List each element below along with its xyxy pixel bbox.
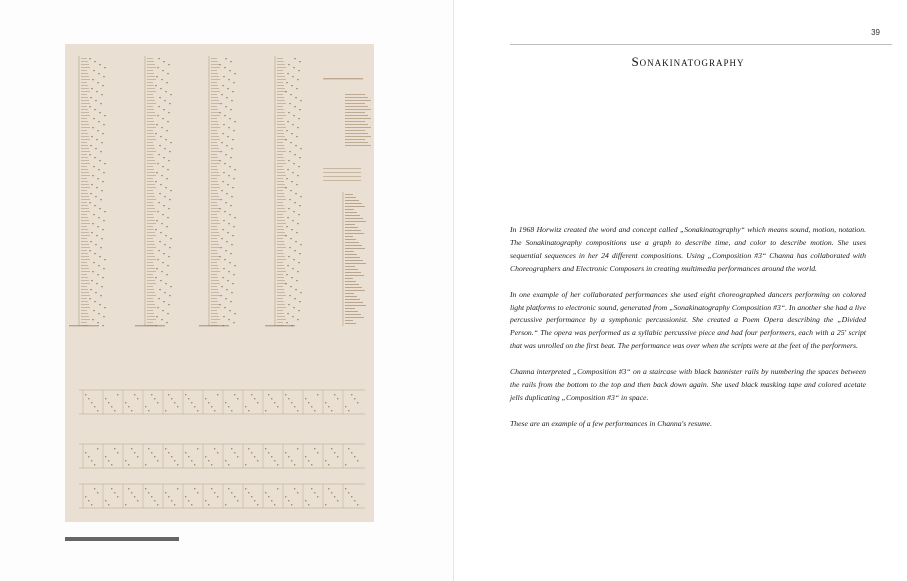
caption-bar	[65, 537, 179, 541]
body-text	[510, 224, 866, 444]
paragraph: Channa interpreted „Composition #3“ on a staircase with black bannister rails by numbering the spaces between the rails from the bottom to the top and then back down again. She used black masking tape and colored acetate jells duplicating „Composition #3“ in space.	[510, 367, 866, 402]
paragraph: In 1968 Horwitz created the word and concept called „Sonakinatography“ which means sound, motion, notation. The Sonakinatography compositions use a graph to describe time, and color to describe motion. She uses sequential sequences in her 24 different compositions. Using „Composition #3“ Channa has collaborated with Choreographers and Electronic Composers in creating multimedia performances around the world.	[510, 225, 866, 273]
header-rule	[510, 44, 892, 45]
page-title: Sonakinatography	[631, 54, 745, 69]
page-number: 39	[871, 28, 880, 37]
left-page	[0, 0, 453, 581]
score-graphic	[65, 44, 374, 522]
artwork-image	[65, 44, 374, 522]
paragraph: These are an example of a few performances in Channa's resume.	[510, 418, 712, 428]
right-page	[454, 0, 907, 581]
paragraph: In one example of her collaborated performances she used eight choreographed dancers performing on colored light platforms to electronic sound, generated from „Sonakinatography Composition #3“. In another she had a live percussive performance by a symphonic percussionist. She created a Poem Opera describing the „Divided Person.“ The opera was performed as a syllabic percussive piece and had four performers, each with a 25' script that was unrolled on the first beat. The performance was over when the scripts were at the feet of the performers.	[510, 289, 866, 351]
